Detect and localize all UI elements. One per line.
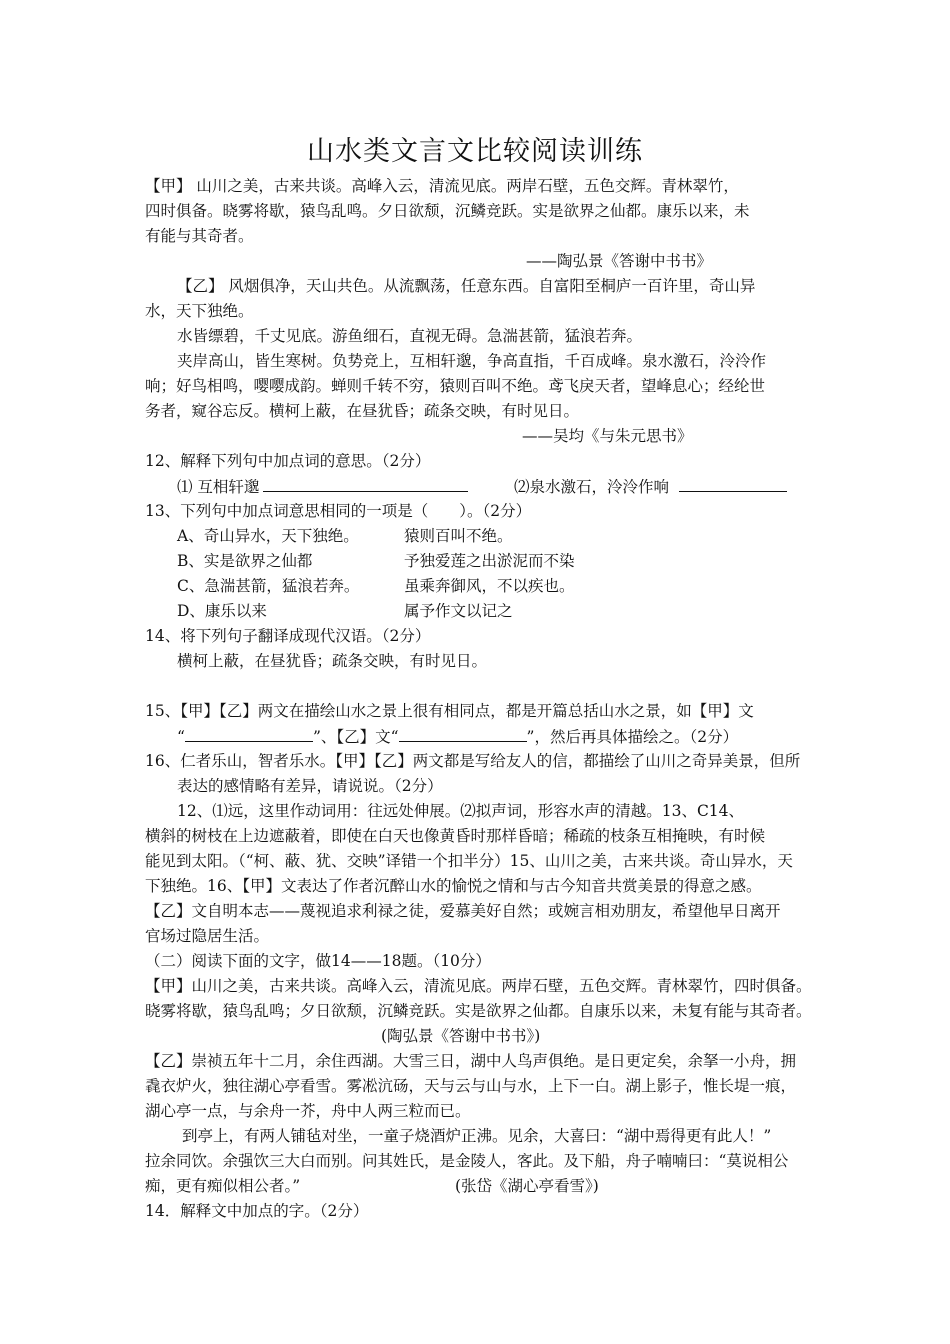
source-attribution: ——陶弘景《答谢中书书》	[526, 252, 713, 270]
answer-line: 下独绝。16、【甲】文表达了作者沉醉山水的愉悦之情和与古今知音共赏美景的得意之感。	[145, 877, 762, 895]
question-12: 12、解释下列句中加点词的意思。（2分）	[145, 452, 431, 470]
text-line: 响；好鸟相鸣，嘤嘤成韵。蝉则千转不穷，猿则百叫不绝。鸢飞戾天者，望峰息心；经纶世	[145, 377, 766, 395]
question-12-item-1-text: ⑴ 互相轩邈	[177, 478, 260, 496]
page-title: 山水类文言文比较阅读训练	[307, 136, 643, 167]
blank-ending: ”，然后再具体描绘之。（2分）	[526, 728, 739, 746]
question-16-cont: 表达的感情略有差异，请说说。（2分）	[177, 777, 443, 795]
answer-blank[interactable]	[679, 475, 787, 492]
text-line: 水，天下独绝。	[145, 302, 254, 320]
text-line: 拉余同饮。余强饮三大白而别。问其姓氏，是金陵人，客此。及下船，舟子喃喃曰：“莫说相公	[145, 1152, 789, 1170]
open-quote: “	[177, 728, 185, 746]
option-c-left: C、急湍甚箭，猛浪若奔。	[177, 577, 360, 595]
section-heading: （二）阅读下面的文字，做14——18题。（10分）	[145, 952, 491, 970]
answer-line: 【乙】文自明本志——蔑视追求利禄之徒，爱慕美好自然；或婉言相劝朋友，希望他早日离开	[145, 902, 781, 920]
text-line: 【乙】 风烟俱净，天山共色。从流飘荡，任意东西。自富阳至桐庐一百许里，奇山异	[177, 277, 756, 295]
text-line: 晓雾将歇，猿鸟乱鸣；夕日欲颓，沉鳞竞跃。实是欲界之仙都。自康乐以来，未复有能与其奇者。	[145, 1002, 812, 1020]
blank-separator: ”、【乙】文“	[312, 728, 399, 746]
option-a-right: 猿则百叫不绝。	[404, 527, 513, 545]
question-16: 16、仁者乐山，智者乐水。【甲】【乙】两文都是写给友人的信，都描绘了山川之奇异美景，但所	[145, 752, 801, 770]
text-line: 四时俱备。晓雾将歇，猿鸟乱鸣。夕日欲颓，沉鳞竞跃。实是欲界之仙都。康乐以来，未	[145, 202, 750, 220]
text-line: 【甲】 山川之美，古来共谈。高峰入云，清流见底。两岸石壁，五色交辉。青林翠竹，	[145, 177, 739, 195]
option-b-left: B、实是欲界之仙都	[177, 552, 313, 570]
text-line: 到亭上，有两人铺毡对坐，一童子烧酒炉正沸。见余，大喜曰：“湖中焉得更有此人！”	[182, 1127, 772, 1145]
text-line: 毳衣炉火，独往湖心亭看雪。雾凇沆砀，天与云与山与水，上下一白。湖上影子，惟长堤一痕，	[145, 1077, 797, 1095]
question-14: 14、将下列句子翻译成现代汉语。（2分）	[145, 627, 431, 645]
question-14b: 14．解释文中加点的字。（2分）	[145, 1202, 369, 1220]
question-15: 15、【甲】【乙】两文在描绘山水之景上很有相同点，都是开篇总括山水之景，如【甲】文	[145, 702, 754, 720]
question-13: 13、下列句中加点词意思相同的一项是（ ）。（2分）	[145, 502, 532, 520]
text-line: 【乙】崇祯五年十二月，余住西湖。大雪三日，湖中人鸟声俱绝。是日更定矣，余拏一小舟，拥	[145, 1052, 797, 1070]
option-b-right: 予独爱莲之出淤泥而不染	[404, 552, 575, 570]
text-line: 务者，窥谷忘反。横柯上蔽，在昼犹昏；疏条交映，有时见日。	[145, 402, 580, 420]
text-line: 水皆缥碧，千丈见底。游鱼细石，直视无碍。急湍甚箭，猛浪若奔。	[177, 327, 643, 345]
answer-line: 能见到太阳。（“柯、蔽、犹、交映”译错一个扣半分）15、山川之美，古来共谈。奇山异水，天	[145, 852, 793, 870]
answer-line: 官场过隐居生活。	[145, 927, 270, 945]
text-line: 夹岸高山，皆生寒树。负势竞上，互相轩邈，争高直指，千百成峰。泉水激石，泠泠作	[177, 352, 767, 370]
source-attribution: (陶弘景《答谢中书书》)	[381, 1027, 541, 1045]
question-12-item-2	[514, 475, 787, 498]
question-14-sentence: 横柯上蔽，在昼犹昏；疏条交映，有时见日。	[177, 652, 488, 670]
question-15-blanks	[177, 725, 738, 748]
question-12-item-1	[177, 475, 468, 498]
source-attribution: ——吴均《与朱元思书》	[522, 427, 693, 445]
answer-blank[interactable]	[185, 725, 313, 742]
answer-line: 横斜的树枝在上边遮蔽着，即使在白天也像黄昏时那样昏暗；稀疏的枝条互相掩映，有时候	[145, 827, 766, 845]
option-a-left: A、奇山异水，天下独绝。	[177, 527, 359, 545]
option-d-right: 属予作文以记之	[404, 602, 513, 620]
answer-blank[interactable]	[263, 475, 468, 492]
question-12-item-2-text: ⑵泉水激石，泠泠作响	[514, 478, 670, 496]
answer-line: 12、⑴远，这里作动词用：往远处伸展。⑵拟声词，形容水声的清越。13、C14、	[177, 802, 745, 820]
text-line: 湖心亭一点，与余舟一芥，舟中人两三粒而已。	[145, 1102, 471, 1120]
option-c-right: 虽乘奔御风，不以疾也。	[404, 577, 575, 595]
text-line: 有能与其奇者。	[145, 227, 254, 245]
text-line: 【甲】山川之美，古来共谈。高峰入云，清流见底。两岸石壁，五色交辉。青林翠竹，四时俱备。	[145, 977, 812, 995]
text-line: 痴，更有痴似相公者。”	[145, 1177, 301, 1195]
source-attribution: (张岱《湖心亭看雪》)	[455, 1177, 599, 1195]
answer-blank[interactable]	[399, 725, 527, 742]
option-d-left: D、康乐以来	[177, 602, 267, 620]
